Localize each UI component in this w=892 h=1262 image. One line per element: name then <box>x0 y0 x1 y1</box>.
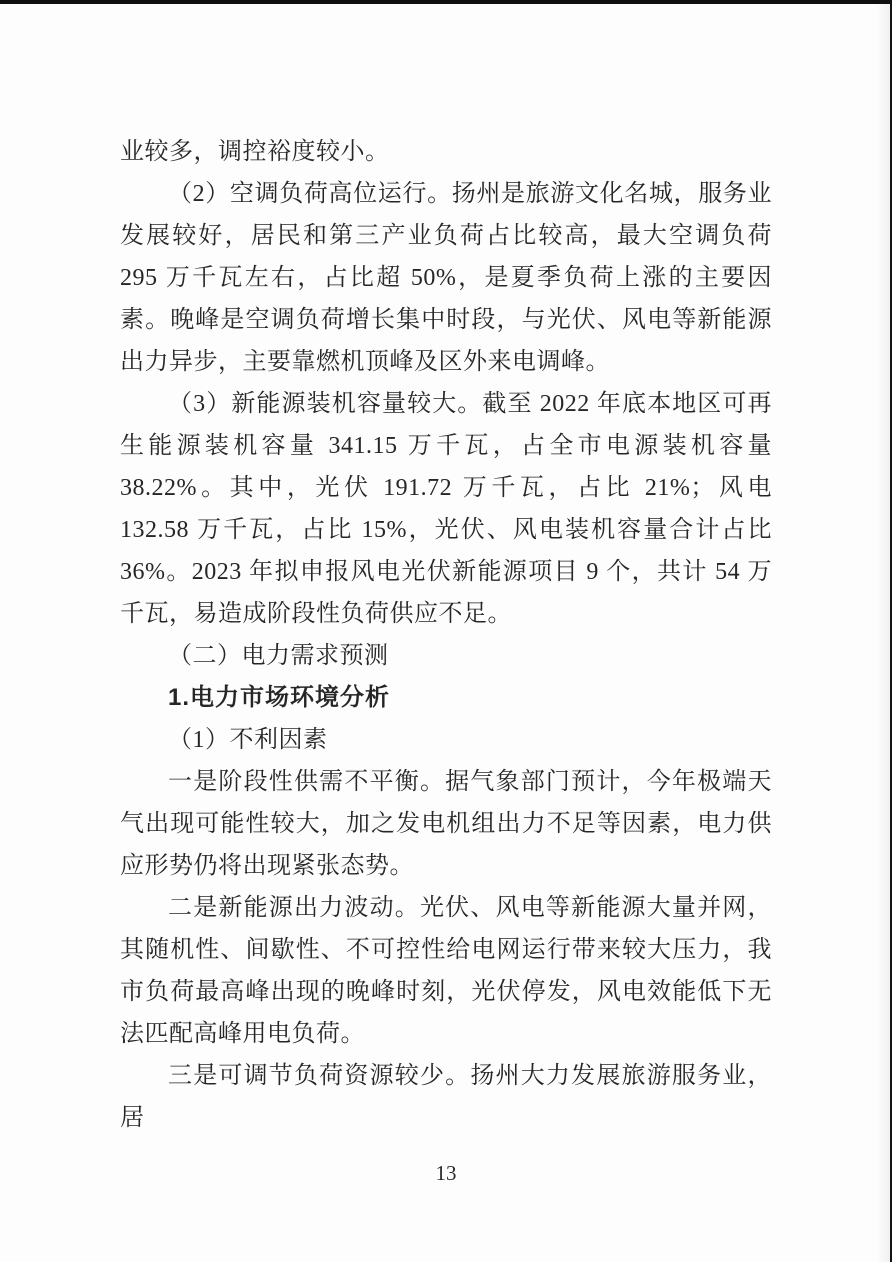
paragraph-continuation: 业较多，调控裕度较小。 <box>120 139 390 165</box>
document-body <box>120 131 772 1139</box>
scan-edge-top <box>0 0 892 4</box>
scan-edge-right-shade <box>876 0 890 1262</box>
paragraph-second-renewable-output-fluctuation: 二是新能源出力波动。光伏、风电等新能源大量并网，其随机性、间歇性、不可控性给电网运行带来较大压力，我市负荷最高峰出现的晚峰时刻，光伏停发，风电效能低下无法匹配高峰用电负荷。 <box>120 895 772 1047</box>
sub-heading-unfavorable-factors: （1）不利因素 <box>168 727 328 753</box>
paragraph-point-3-renewable-capacity: （3）新能源装机容量较大。截至 2022 年底本地区可再生能源装机容量 341.15 万千瓦，占全市电源装机容量 38.22%。其中，光伏 191.72 万千瓦，占比 21%；风电 132.58 万千瓦，占比 15%，光伏、风电装机容量合计占比 36%。2023 年拟申报风电光伏新能源项目 9 个，共计 54 万千瓦，易造成阶段性负荷供应不足。 <box>120 391 772 627</box>
section-heading-power-demand-forecast: （二）电力需求预测 <box>168 643 389 669</box>
page-number: 13 <box>435 1161 457 1185</box>
heading-power-market-environment-analysis: 1.电力市场环境分析 <box>168 684 391 711</box>
paragraph-first-supply-demand-imbalance: 一是阶段性供需不平衡。据气象部门预计，今年极端天气出现可能性较大，加之发电机组出力不足等因素，电力供应形势仍将出现紧张态势。 <box>120 769 772 879</box>
paragraph-point-2-air-conditioning-load: （2）空调负荷高位运行。扬州是旅游文化名城，服务业发展较好，居民和第三产业负荷占比较高，最大空调负荷 295 万千瓦左右，占比超 50%，是夏季负荷上涨的主要因素。晚峰是空调负荷增长集中时段，与光伏、风电等新能源出力异步，主要靠燃机顶峰及区外来电调峰。 <box>120 181 772 375</box>
paragraph-third-adjustable-load-resources: 三是可调节负荷资源较少。扬州大力发展旅游服务业，居 <box>120 1063 772 1131</box>
